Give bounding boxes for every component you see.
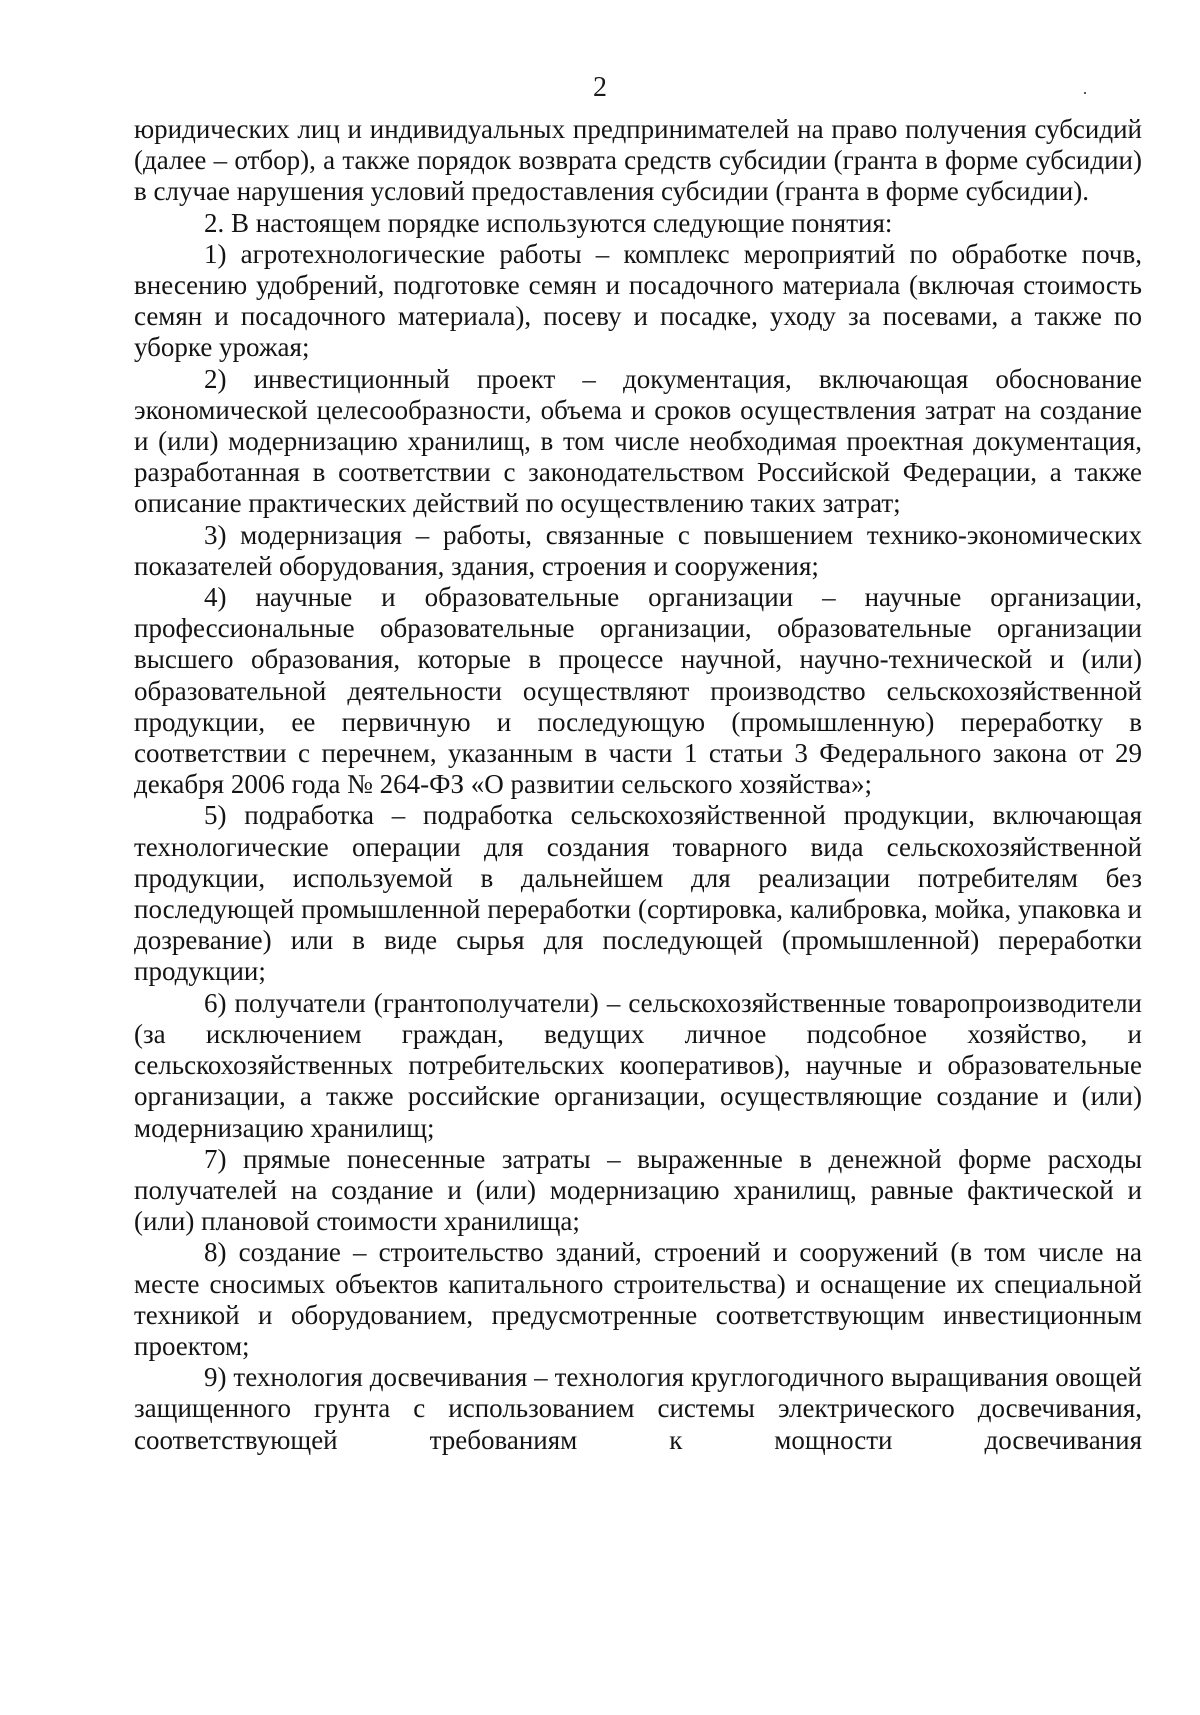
page-number: 2	[593, 72, 607, 103]
scan-speck	[1084, 92, 1086, 94]
paragraph-continuation: юридических лиц и индивидуальных предпринимателей на право получения субсидий (далее – отбор), а также порядок возврата средств субсидии (гранта в форме субсидии) в случае нарушения условий предоставления субсидии (гранта в форме субсидии).	[134, 114, 1142, 207]
paragraph-definitions-intro: 2. В настоящем порядке используются следующие понятия:	[204, 207, 893, 238]
paragraph-item-8: 8) создание – строительство зданий, строений и сооружений (в том числе на месте сносимых объектов капитального строительства) и оснащение их специальной техникой и оборудованием, предусмотренные соответствующим инвестиционным проектом;	[134, 1237, 1142, 1361]
paragraph-item-7: 7) прямые понесенные затраты – выраженные в денежной форме расходы получателей на создание и (или) модернизацию хранилищ, равные фактической и (или) плановой стоимости хранилища;	[134, 1143, 1142, 1237]
paragraph-item-4: 4) научные и образовательные организации – научные организации, профессиональные образовательные организации, образовательные организации высшего образования, которые в процессе научной, научно-технической и (или) образовательной деятельности осуществляют производство сельскохозяйственной продукции, ее первичную и последующую (промышленную) переработку в соответствии с перечнем, указанным в части 1 статьи 3 Федерального закона от 29 декабря 2006 года № 264-ФЗ «О развитии сельского хозяйства»;	[134, 582, 1142, 800]
paragraph-item-3: 3) модернизация – работы, связанные с повышением технико-экономических показателей оборудования, здания, строения и сооружения;	[134, 519, 1142, 581]
paragraph-item-5: 5) подработка – подработка сельскохозяйственной продукции, включающая технологические операции для создания товарного вида сельскохозяйственной продукции, используемой в дальнейшем для реализации потребителям без последующей промышленной переработки (сортировка, калибровка, мойка, упаковка и дозревание) или в виде сырья для последующей (промышленной) переработки продукции;	[134, 800, 1142, 987]
paragraph-item-2: 2) инвестиционный проект – документация, включающая обоснование экономической целесообразности, объема и сроков осуществления затрат на создание и (или) модернизацию хранилищ, в том числе необходимая проектная документация, разработанная в соответствии с законодательством Российской Федерации, а также описание практических действий по осуществлению таких затрат;	[134, 363, 1142, 519]
document-body	[134, 114, 1142, 1456]
paragraph-item-1: 1) агротехнологические работы – комплекс мероприятий по обработке почв, внесению удобрений, подготовке семян и посадочного материала (включая стоимость семян и посадочного материала), посеву и посадке, уходу за посевами, а также по уборке урожая;	[134, 238, 1142, 363]
paragraph-item-9: 9) технология досвечивания – технология круглогодичного выращивания овощей защищенного грунта с использованием системы электрического досвечивания, соответствующей требованиям к мощности досвечивания	[134, 1362, 1142, 1455]
paragraph-item-6: 6) получатели (грантополучатели) – сельскохозяйственные товаропроизводители (за исключением граждан, ведущих личное подсобное хозяйство, и сельскохозяйственных потребительских кооперативов), научные и образовательные организации, а также российские организации, осуществляющие создание и (или) модернизацию хранилищ;	[134, 987, 1142, 1143]
